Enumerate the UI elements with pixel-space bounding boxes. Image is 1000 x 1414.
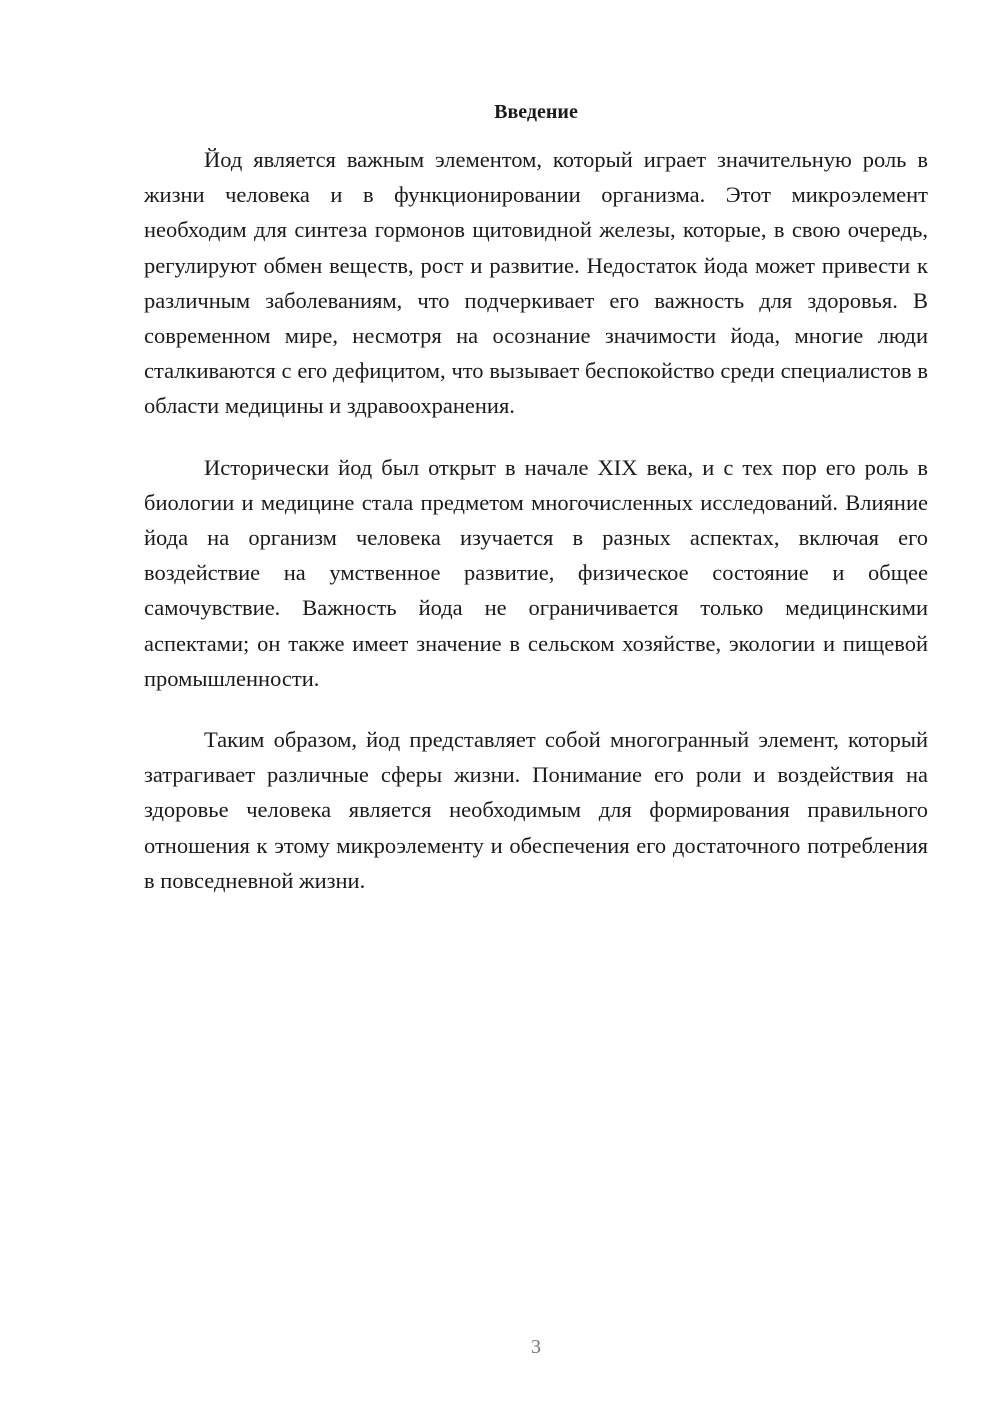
document-body (144, 142, 928, 898)
page-number: 3 (531, 1336, 541, 1358)
paragraph-1: Йод является важным элементом, который играет значительную роль в жизни человека и в функционировании организма. Этот микроэлемент необходим для синтеза гормонов щитовидной железы, которые, в свою очередь, регулируют обмен веществ, рост и развитие. Недостаток йода может привести к различным заболеваниям, что подчеркивает его важность для здоровья. В современном мире, несмотря на осознание значимости йода, многие люди сталкиваются с его дефицитом, что вызывает беспокойство среди специалистов в области медицины и здравоохранения. (144, 147, 928, 419)
paragraph-3: Таким образом, йод представляет собой многогранный элемент, который затрагивает различные сферы жизни. Понимание его роли и воздействия на здоровье человека является необходимым для формирования правильного отношения к этому микроэлементу и обеспечения его достаточного потребления в повседневной жизни. (144, 727, 928, 893)
paragraph-2: Исторически йод был открыт в начале XIX века, и с тех пор его роль в биологии и медицине стала предметом многочисленных исследований. Влияние йода на организм человека изучается в разных аспектах, включая его воздействие на умственное развитие, физическое состояние и общее самочувствие. Важность йода не ограничивается только медицинскими аспектами; он также имеет значение в сельском хозяйстве, экологии и пищевой промышленности. (144, 454, 928, 691)
page-title: Введение (494, 101, 578, 123)
